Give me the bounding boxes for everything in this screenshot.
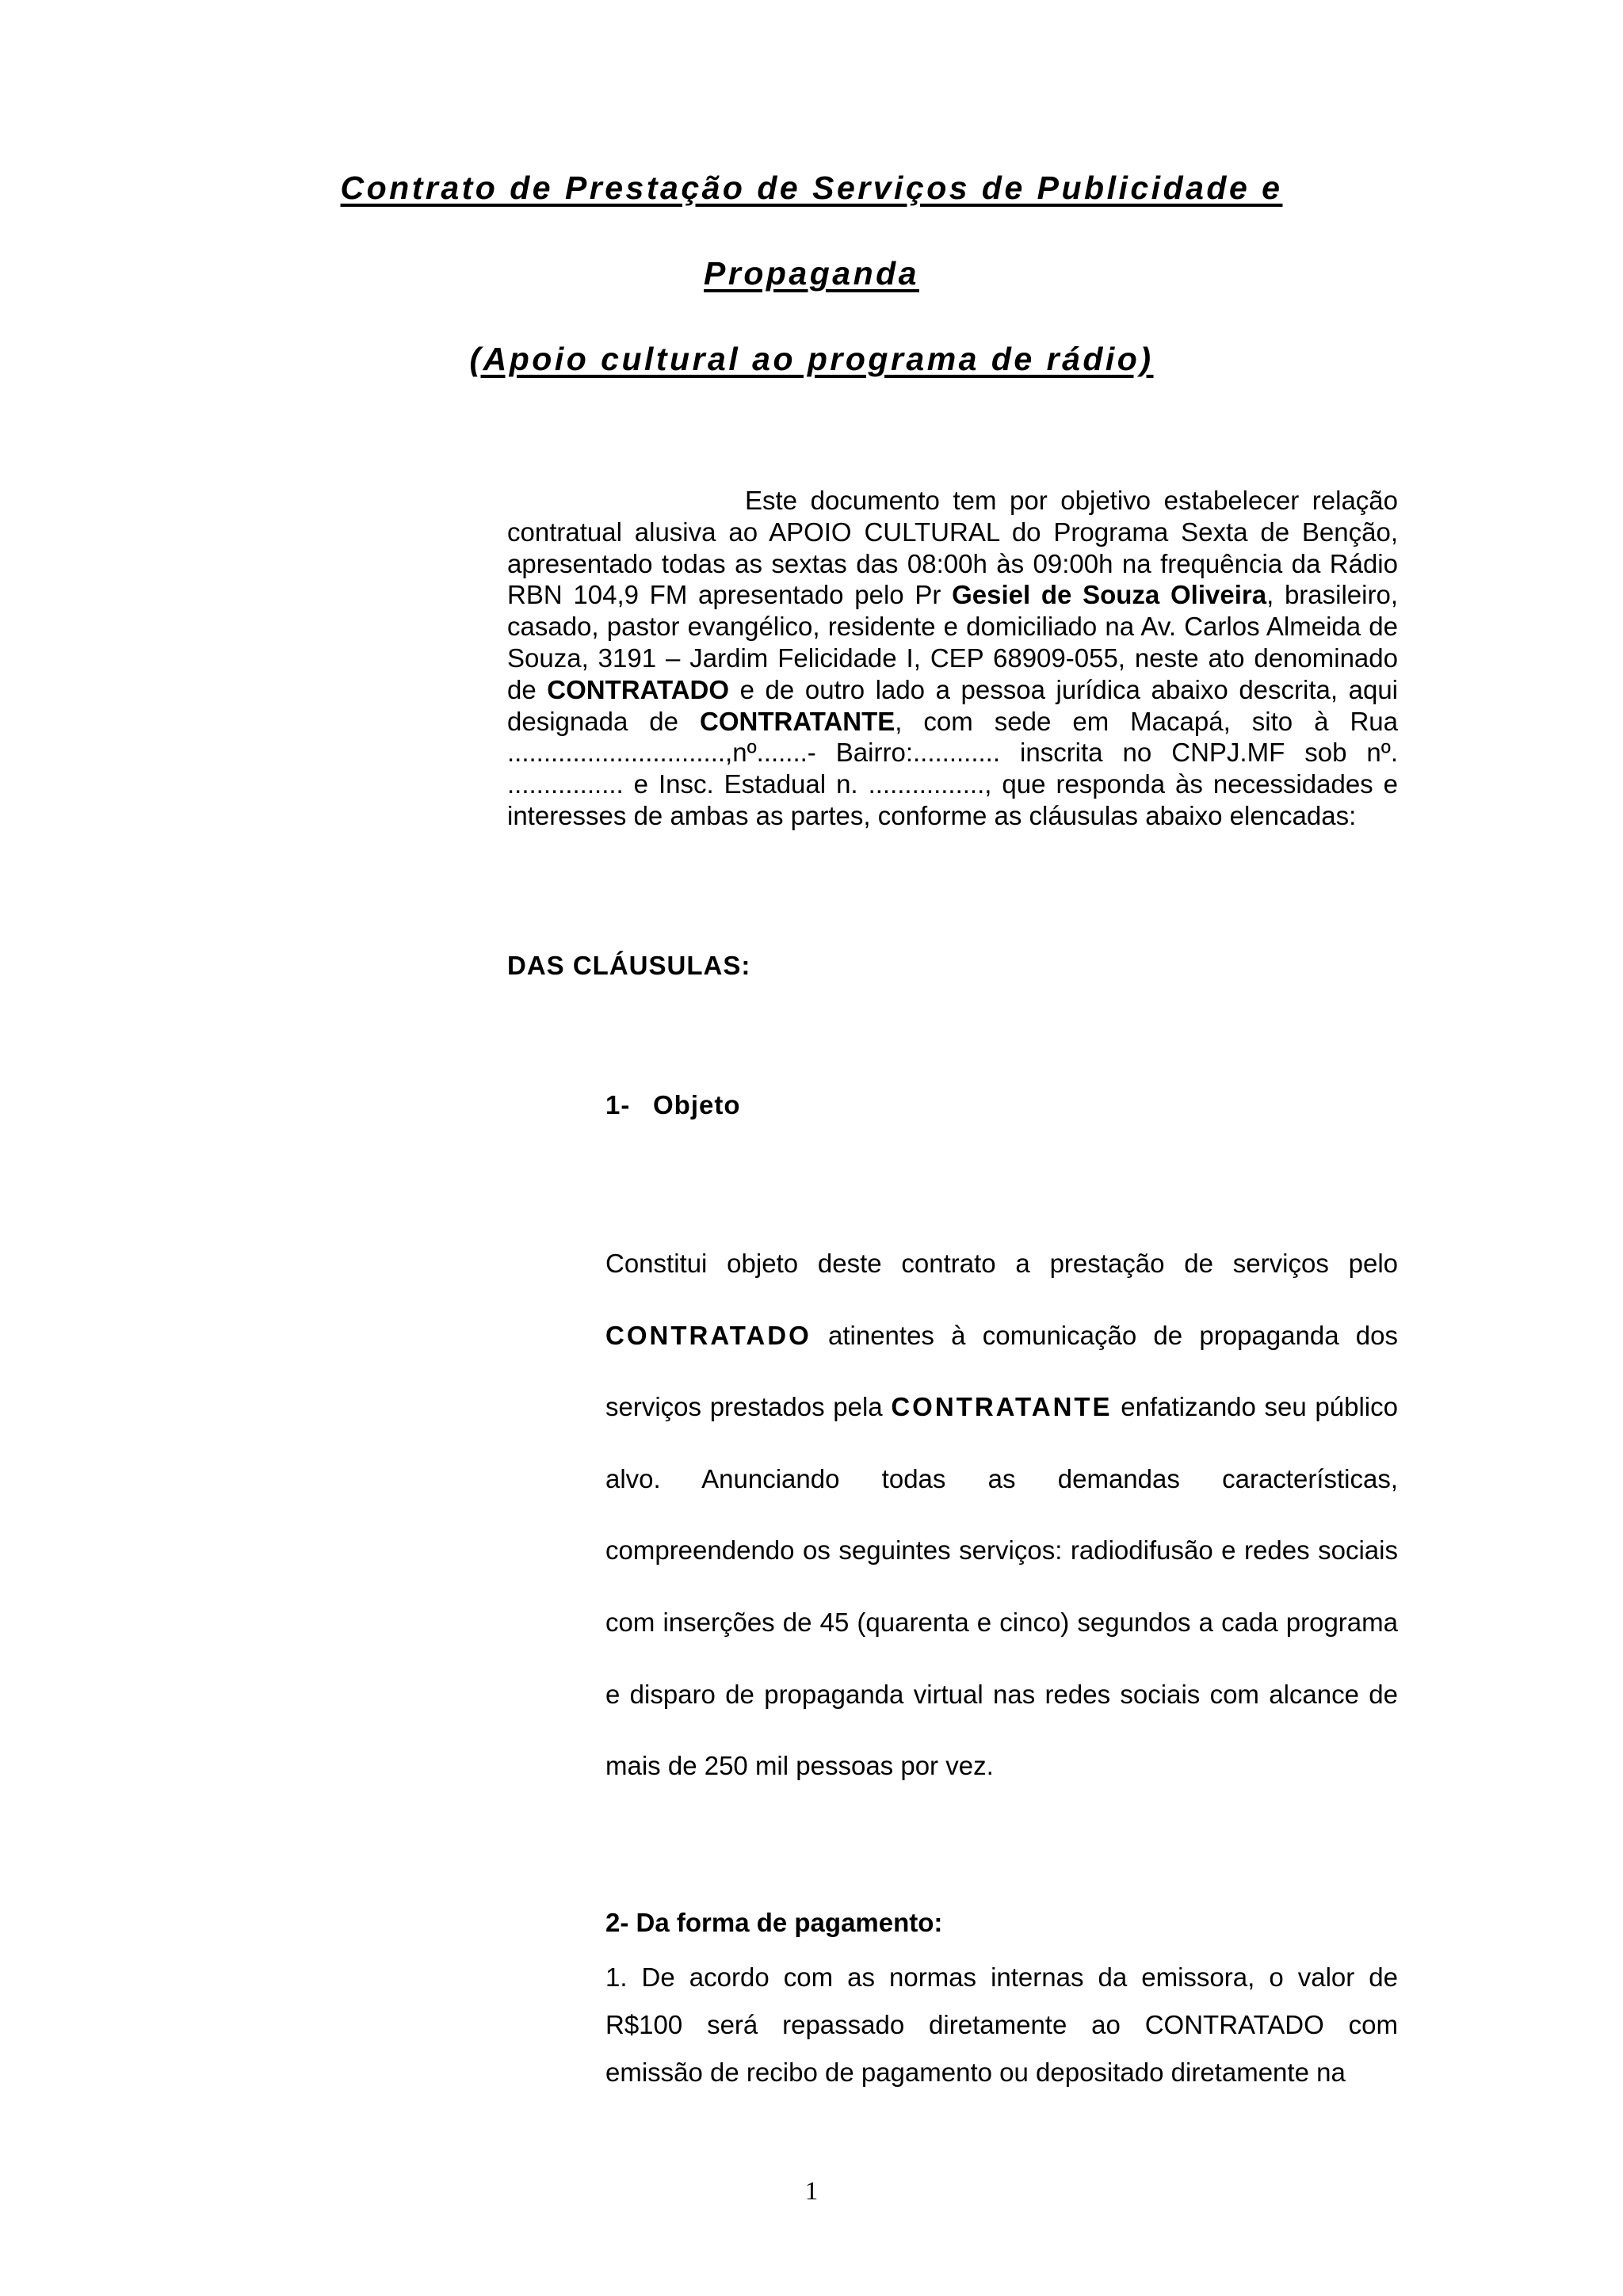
contratado-term: CONTRATADO [547,674,730,704]
clause-1-text-2: atinentes à comunicação de propaganda dos serviços prestados pela [605,1320,1398,1422]
contract-subtitle: (Apoio cultural ao programa de rádio) [469,341,1154,377]
contratante-term: CONTRATANTE [700,706,896,736]
intro-text-3: e de outro lado a pessoa jurídica abaixo descrita, aqui designada de [507,674,1398,736]
intro-text-1: Este documento tem por objetivo estabelecer relação contratual alusiva ao APOIO CULTURAL do Programa Sexta de Benção, apresentado todas as sextas das 08:00h às 09:00h na frequência da Rádio RBN 104,9 FM apresentado pelo Pr [507,486,1398,610]
clause-1-heading [605,1090,741,1120]
pastor-name: Gesiel de Souza Oliveira [952,580,1267,610]
clause-2-heading: 2- Da forma de pagamento: [605,1908,943,1937]
clause-1-number: 1- [605,1090,631,1119]
clauses-heading: DAS CLÁUSULAS: [507,951,751,980]
clause-2-body [605,1954,1398,2096]
clause-1-body [605,1228,1398,1802]
clause-1-text-3: enfatizando seu público alvo. Anunciando todas as demandas características, compreendendo os seguintes serviços: radiodifusão e redes sociais com inserções de 45 (quarenta e cinco) segundos a cada programa e disparo de propaganda virtual nas redes sociais com alcance de mais de 250 mil pessoas por vez. [605,1392,1398,1781]
clause-1-contratado: CONTRATADO [605,1320,812,1350]
intro-paragraph [507,485,1398,832]
clause-1-text-1: Constitui objeto deste contrato a prestação de serviços pelo [605,1249,1398,1278]
contract-title-line-1: Contrato de Prestação de Serviços de Publicidade e [340,170,1283,206]
clause-1-contratante: CONTRATANTE [891,1392,1113,1422]
clause-1-title: Objeto [653,1090,741,1119]
intro-text-4: , com sede em Macapá, sito à Rua ..............................,nº.......- Bairro:............ inscrita no CNPJ.MF sob nº. ................ e Insc. Estadual n. ................, que responda às necessidades e interesses de ambas as partes, conforme as cláusulas abaixo elencadas: [507,706,1398,830]
page-number: 1 [804,2177,819,2206]
contract-title-line-2: Propaganda [704,255,919,292]
intro-text-2: , brasileiro, casado, pastor evangélico, residente e domiciliado na Av. Carlos Almeida de Souza, 3191 – Jardim Felicidade I, CEP 68909-055, neste ato denominado de [507,580,1398,704]
clause-2-text: 1. De acordo com as normas internas da emissora, o valor de R$100 será repassado diretamente ao CONTRATADO com emissão de recibo de pagamento ou depositado diretamente na [605,1962,1398,2087]
